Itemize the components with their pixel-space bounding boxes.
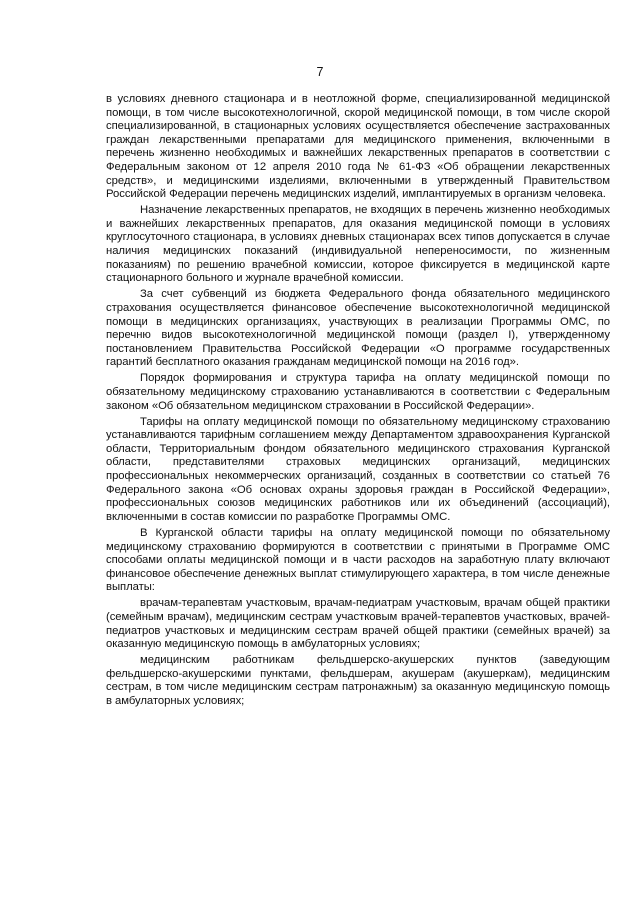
paragraph-tariff-procedure: Порядок формирования и структура тарифа на оплату медицинской помощи по обязательному медицинскому страхованию устанавливаются в соответствии с Федеральным законом «Об обязательном медицинском страховании в Российской Федерации». [106, 372, 610, 412]
list-item-payments-fap: медицинским работникам фельдшерско-акушерских пунктов (заведующим фельдшерско-акушерскими пунктами, фельдшерам, акушерам (акушеркам), медицинским сестрам, в том числе медицинским сестрам патронажным) за оказанную медицинскую помощь в амбулаторных условиях; [106, 654, 610, 708]
paragraph-drugs-outside-list: Назначение лекарственных препаратов, не входящих в перечень жизненно необходимых и важнейших лекарственных препаратов, для оказания медицинской помощи в условиях круглосуточного стационара, в условиях дневных стационарах всех типов допускается в случае наличия медицинских показаний (индивидуальной непереносимости, по жизненным показаниям) по решению врачебной комиссии, которое фиксируется в медицинской карте стационарного больного и журнале врачебной комиссии. [106, 204, 610, 285]
page-number: 7 [316, 65, 324, 79]
body-text [106, 93, 610, 709]
paragraph-tariff-agreement: Тарифы на оплату медицинской помощи по обязательному медицинскому страхованию устанавливаются тарифным соглашением между Департаментом здравоохранения Курганской области, Территориальным фондом обязательного медицинского страхования Курганской области, представителями страховых медицинских организаций, медицинских профессиональных некоммерческих организаций, созданных в соответствии со статьей 76 Федерального закона «Об основах охраны здоровья граждан в Российской Федерации», профессиональных союзов медицинских работников или их объединений (ассоциаций), включенными в состав комиссии по разработке Программы ОМС. [106, 415, 610, 523]
paragraph-federal-subsidies: За счет субвенций из бюджета Федерального фонда обязательного медицинского страхования осуществляется финансовое обеспечение высокотехнологичной медицинской помощи в медицинских организациях, участвующих в реализации Программы ОМС, по перечню видов высокотехнологичной медицинской помощи (раздел I), утвержденному постановлением Правительства Российской Федерации «О программе государственных гарантий бесплатного оказания гражданам медицинской помощи на 2016 год». [106, 288, 610, 369]
paragraph-kurgan-tariffs: В Курганской области тарифы на оплату медицинской помощи по обязательному медицинскому страхованию формируются в соответствии с принятыми в Программе ОМС способами оплаты медицинской помощи и в части расходов на заработную плату включают финансовое обеспечение денежных выплат стимулирующего характера, в том числе денежные выплаты: [106, 526, 610, 594]
paragraph-continuation: в условиях дневного стационара и в неотложной форме, специализированной медицинской помощи, в том числе высокотехнологичной, скорой медицинской помощи, в том числе скорой специализированной, в стационарных условиях осуществляется обеспечение застрахованных граждан лекарственными препаратами для медицинского применения, включенными в перечень жизненно необходимых и важнейших лекарственных препаратов в соответствии с Федеральным законом от 12 апреля 2010 года № 61-ФЗ «Об обращении лекарственных средств», и медицинскими изделиями, включенными в утвержденный Правительством Российской Федерации перечень медицинских изделий, имплантируемых в организм человека. [106, 93, 610, 201]
list-item-payments-doctors: врачам-терапевтам участковым, врачам-педиатрам участковым, врачам общей практики (семейным врачам), медицинским сестрам участковым врачей-терапевтов участковых, врачей-педиатров участковых и медицинским сестрам врачей общей практики (семейных врачей) за оказанную медицинскую помощь в амбулаторных условиях; [106, 597, 610, 651]
